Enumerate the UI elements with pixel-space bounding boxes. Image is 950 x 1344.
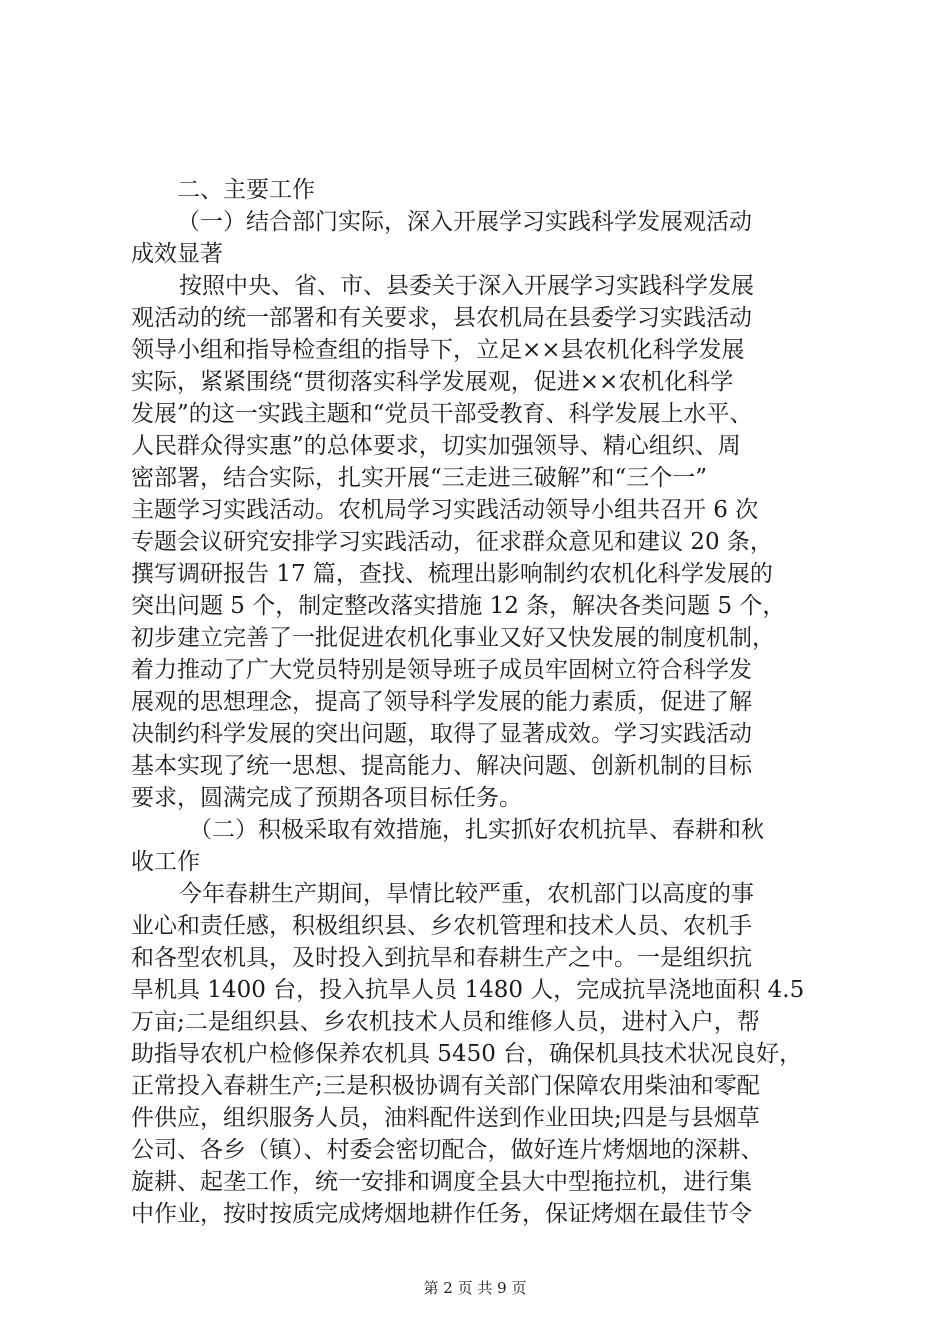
text-line: 着力推动了广大党员特别是领导班子成员牢固树立符合科学发 <box>131 657 752 683</box>
text-line: 决制约科学发展的突出问题，取得了显著成效。学习实践活动 <box>131 721 752 747</box>
text-line: 密部署，结合实际，扎实开展“三走进三破解”和“三个一” <box>131 465 708 491</box>
text-line: 主题学习实践活动。农机局学习实践活动领导小组共召开 6 次 <box>131 497 759 523</box>
text-line: 突出问题 5 个，制定整改落实措施 12 条，解决各类问题 5 个， <box>131 593 786 619</box>
text-line: 按照中央、省、市、县委关于深入开展学习实践科学发展 <box>179 273 754 299</box>
text-line: 旱机具 1400 台，投入抗旱人员 1480 人，完成抗旱浇地面积 4.5 <box>131 977 805 1003</box>
text-line: 成效显著 <box>131 241 223 267</box>
text-line: 领导小组和指导检查组的指导下，立足××县农机化科学发展 <box>131 337 745 363</box>
page-footer: 第 2 页 共 9 页 <box>423 1279 527 1297</box>
text-line: 观活动的统一部署和有关要求，县农机局在县委学习实践活动 <box>131 305 752 331</box>
text-line: 基本实现了统一思想、提高能力、解决问题、创新机制的目标 <box>131 753 752 779</box>
text-line: 助指导农机户检修保养农机具 5450 台，确保机具技术状况良好， <box>131 1041 803 1067</box>
text-line: 和各型农机具，及时投入到抗旱和春耕生产之中。一是组织抗 <box>131 945 752 971</box>
text-line: 实际，紧紧围绕“贯彻落实科学发展观，促进××农机化科学 <box>131 369 734 395</box>
text-line: 万亩;二是组织县、乡农机技术人员和维修人员，进村入户，帮 <box>131 1009 760 1035</box>
text-line: 人民群众得实惠”的总体要求，切实加强领导、精心组织、周 <box>131 433 741 459</box>
text-line: 发展”的这一实践主题和“党员干部受教育、科学发展上水平、 <box>131 401 753 427</box>
text-line: 专题会议研究安排学习实践活动，征求群众意见和建议 20 条， <box>131 529 773 555</box>
text-line: （二）积极采取有效措施，扎实抓好农机抗旱、春耕和秋 <box>189 817 764 843</box>
text-line: 正常投入春耕生产;三是积极协调有关部门保障农用柴油和零配 <box>131 1073 760 1099</box>
text-line: 收工作 <box>131 849 200 875</box>
text-line: 初步建立完善了一批促进农机化事业又好又快发展的制度机制， <box>131 625 775 651</box>
text-line: 今年春耕生产期间，旱情比较严重，农机部门以高度的事 <box>179 881 754 907</box>
text-line: 中作业，按时按质完成烤烟地耕作任务，保证烤烟在最佳节令 <box>131 1201 752 1227</box>
text-line: 撰写调研报告 17 篇，查找、梳理出影响制约农机化科学发展的 <box>131 561 773 587</box>
text-line: 要求，圆满完成了预期各项目标任务。 <box>131 785 522 811</box>
text-line: 件供应，组织服务人员，油料配件送到作业田块;四是与县烟草 <box>131 1105 760 1131</box>
document-body <box>131 174 831 1230</box>
text-line: 业心和责任感，积极组织县、乡农机管理和技术人员、农机手 <box>131 913 752 939</box>
text-line: 二、主要工作 <box>177 177 315 203</box>
text-line: 展观的思想理念，提高了领导科学发展的能力素质，促进了解 <box>131 689 752 715</box>
text-line: 公司、各乡（镇）、村委会密切配合，做好连片烤烟地的深耕、 <box>131 1137 764 1163</box>
text-line: （一）结合部门实际，深入开展学习实践科学发展观活动 <box>177 209 752 235</box>
text-line: 旋耕、起垄工作，统一安排和调度全县大中型拖拉机，进行集 <box>131 1169 752 1195</box>
